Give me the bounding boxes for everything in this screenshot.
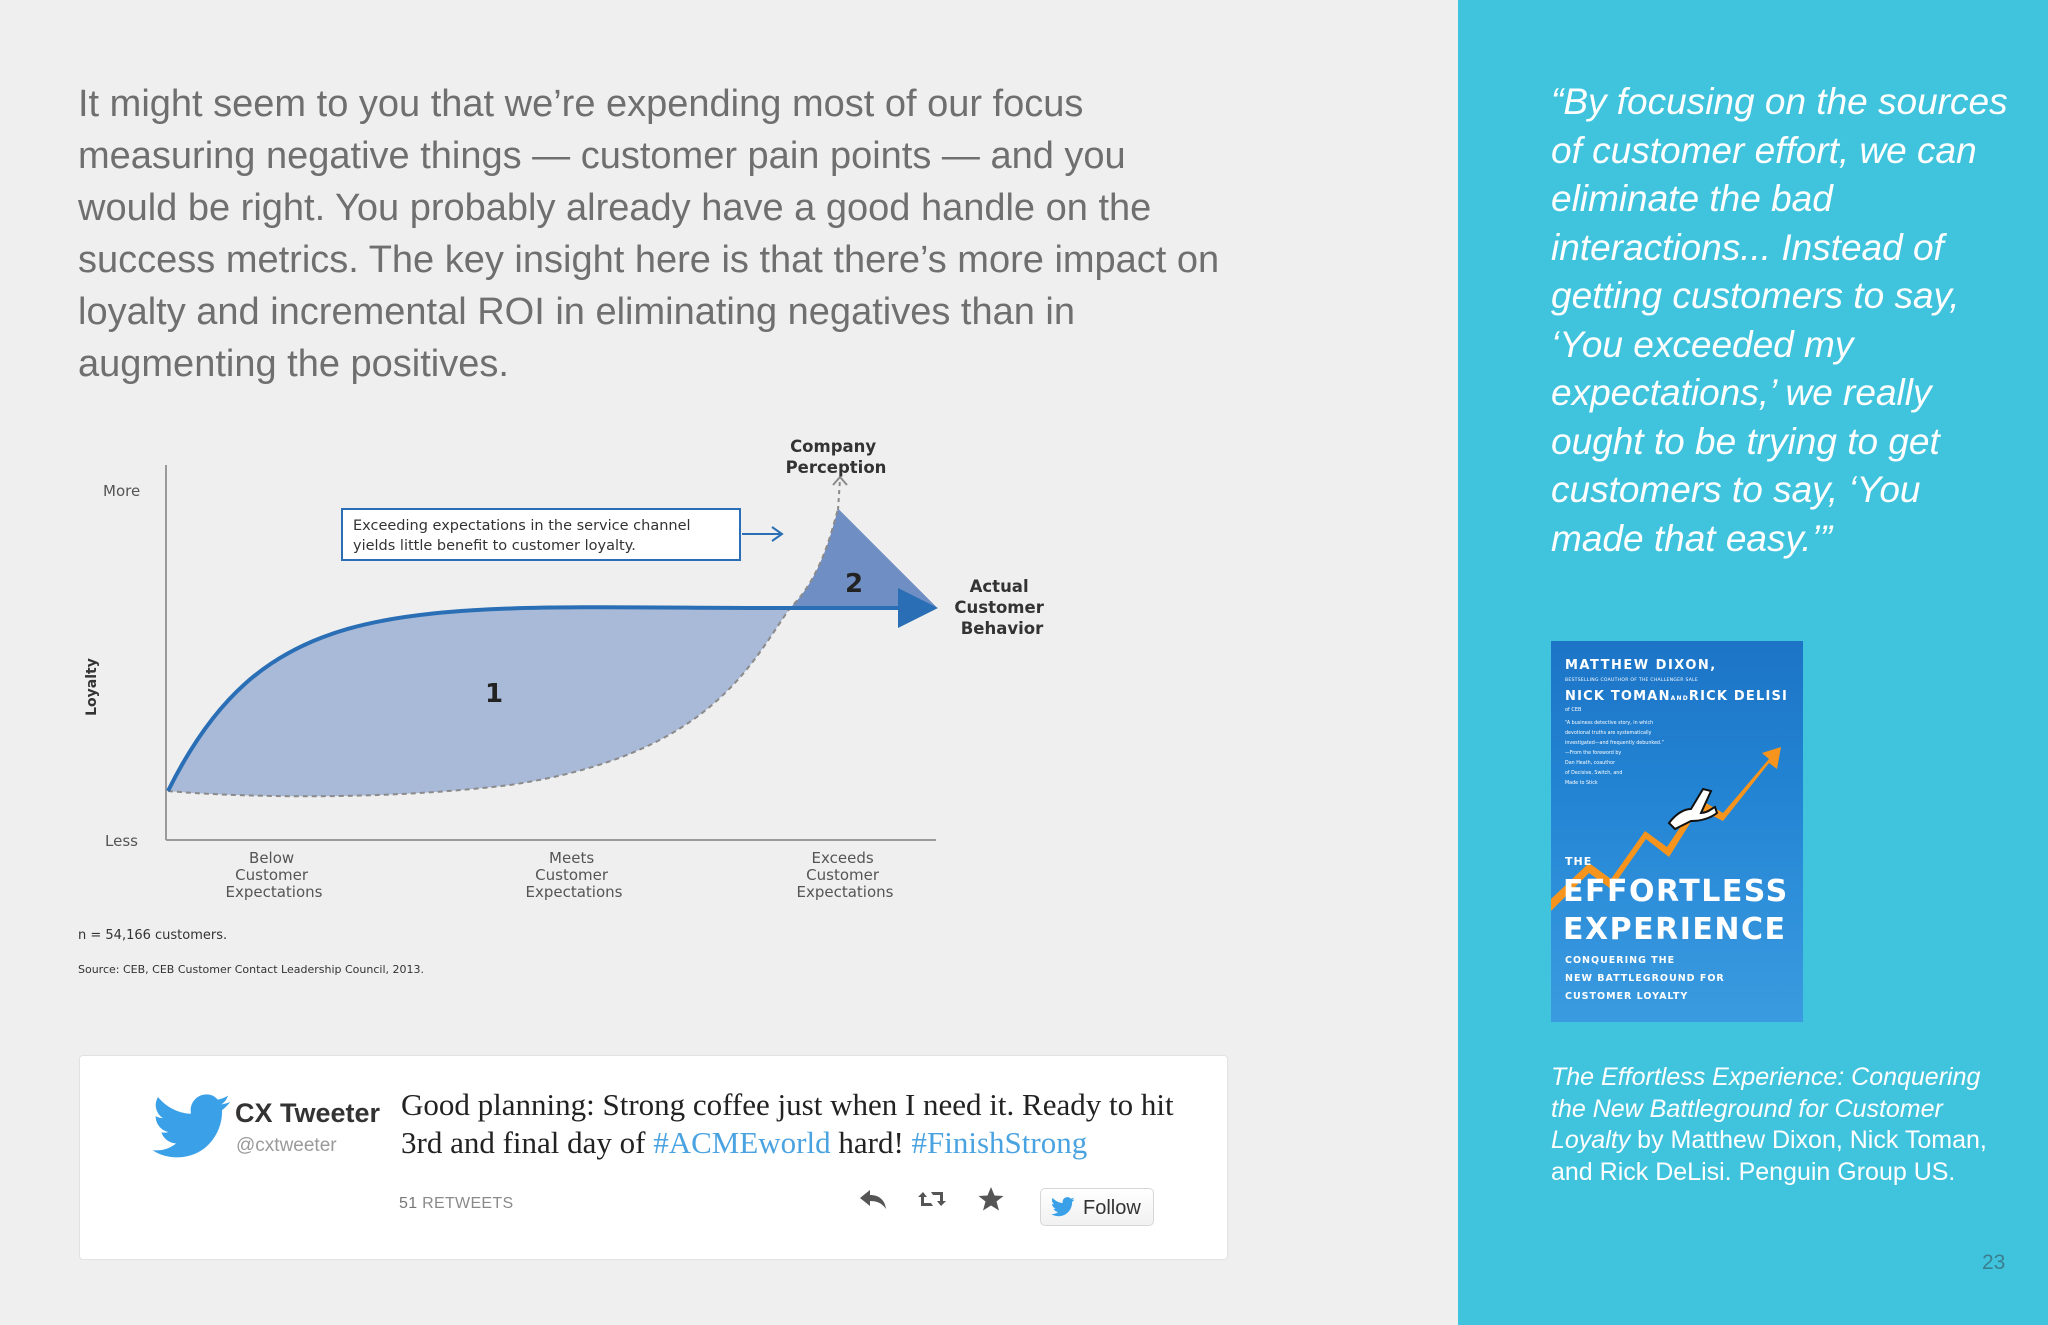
retweet-count-number: 51 [399, 1195, 418, 1212]
book-author-2: NICK TOMAN [1565, 689, 1671, 704]
book-cover-image [1551, 641, 1803, 1022]
retweet-icon[interactable] [917, 1186, 947, 1212]
y-tick-more: More [103, 482, 141, 500]
book-author-credit: BESTSELLING COAUTHOR OF THE CHALLENGER SALE [1565, 678, 1699, 683]
annotation-line-1: Exceeding expectations in the service channel [353, 518, 691, 534]
book-author-and: AND [1670, 695, 1689, 702]
chart-sample-note: n = 54,166 customers. [78, 928, 228, 943]
company-perception-label-line-2: Perception [785, 458, 887, 477]
y-axis-label: Loyalty [84, 658, 100, 716]
y-tick-less: Less [105, 832, 138, 850]
book-title-line-2: EXPERIENCE [1563, 912, 1787, 947]
tweet-text-part-1: Good planning: Strong coffee just when I need it. Ready to hit 3rd and final day of [401, 1087, 1174, 1160]
follow-button-label: Follow [1083, 1197, 1141, 1219]
tweet-author-handle[interactable]: @cxtweeter [236, 1135, 337, 1156]
x-tick-below-line-3: Expectations [225, 883, 323, 901]
book-caption [1551, 1062, 1991, 1188]
tweet-text-part-2: hard! [830, 1125, 912, 1160]
follow-button[interactable] [1040, 1188, 1154, 1226]
book-subtitle [1565, 955, 1729, 1002]
hashtag-acmeworld-link[interactable]: #ACMEworld [653, 1125, 831, 1160]
x-tick-exceeds-line-2: Customer [806, 866, 880, 884]
tweet-text [401, 1086, 1201, 1162]
actual-behavior-label-line-2: Customer [954, 598, 1044, 617]
x-tick-meets-line-1: Meets [549, 849, 595, 867]
book-cover-art [1551, 641, 1803, 1022]
book-blurb-line-4: —From the foreword by [1565, 751, 1622, 756]
book-figure-graphic [1669, 789, 1717, 829]
loyalty-chart [60, 425, 1080, 985]
book-blurb-line-6: of Decisive, Switch, and [1565, 771, 1623, 776]
book-blurb-line-7: Made to Stick [1565, 781, 1598, 786]
region-2-label: 2 [844, 569, 864, 599]
region-1-label: 1 [484, 679, 504, 709]
book-authors-2-3 [1565, 689, 1788, 704]
book-blurb [1565, 720, 1666, 786]
loyalty-chart-svg [60, 425, 1080, 985]
x-tick-meets-line-2: Customer [535, 866, 609, 884]
region-1-fill [168, 607, 790, 796]
x-tick-meets-line-3: Expectations [525, 883, 623, 901]
book-subtitle-line-1: CONQUERING THE [1565, 955, 1676, 966]
actual-behavior-label-line-3: Behavior [960, 619, 1044, 638]
x-tick-exceeds [797, 849, 894, 901]
book-title-the: THE [1565, 855, 1593, 868]
book-caption-credit: by Matthew Dixon, Nick Toman, and Rick DeLisi. Penguin Group US. [1551, 1126, 1987, 1186]
book-author-3: RICK DELISI [1688, 689, 1789, 704]
actual-behavior-label [954, 577, 1049, 638]
book-blurb-line-1: “A business detective story, in which [1565, 721, 1654, 726]
actual-behavior-label-line-1: Actual [969, 577, 1029, 596]
reply-icon[interactable] [858, 1186, 888, 1212]
book-subtitle-line-2: NEW BATTLEGROUND FOR [1565, 973, 1725, 984]
x-tick-exceeds-line-1: Exceeds [811, 849, 874, 867]
book-subtitle-line-3: CUSTOMER LOYALTY [1565, 991, 1689, 1002]
embedded-tweet [79, 1055, 1228, 1260]
book-title-line-1: EFFORTLESS [1563, 874, 1789, 909]
favorite-star-icon[interactable] [976, 1186, 1006, 1212]
company-perception-label [786, 437, 887, 477]
company-perception-label-line-1: Company [790, 437, 877, 456]
book-caption-title: The Effortless Experience: Conquering the New Battleground for Customer Loyalty [1551, 1063, 1981, 1154]
book-blurb-line-2: devotional truths are systematically [1565, 731, 1652, 736]
retweet-count-label: RETWEETS [422, 1195, 514, 1212]
tweet-author-name[interactable]: CX Tweeter [235, 1098, 381, 1128]
company-perception-arrow [838, 479, 840, 510]
chart-source-note: Source: CEB, CEB Customer Contact Leadership Council, 2013. [78, 963, 425, 976]
x-tick-below-line-2: Customer [235, 866, 309, 884]
book-author-1: MATTHEW DIXON, [1565, 658, 1717, 673]
pull-quote: “By focusing on the sources of customer effort, we can eliminate the bad interactions... Instead of getting customers to say, ‘You exceeded my expectations,’ we really ought to be trying to get customers to say, ‘You made that easy.’” [1551, 81, 2008, 559]
hashtag-finishstrong-link[interactable]: #FinishStrong [911, 1125, 1088, 1160]
book-blurb-line-3: investigated—and frequently debunked.” [1565, 741, 1664, 746]
follow-bird-icon [1051, 1197, 1075, 1217]
annotation-line-2: yields little benefit to customer loyalty. [353, 538, 636, 554]
retweet-count [399, 1195, 513, 1213]
x-tick-exceeds-line-3: Expectations [796, 883, 894, 901]
intro-paragraph: It might seem to you that we’re expending most of our focus measuring negative things — customer pain points — and you would be right. You probably already have a good handle on the success metrics. The key insight here is that there’s more impact on loyalty and incremental ROI in eliminating negatives than in augmenting the positives. [78, 83, 1220, 385]
page-number: 23 [1982, 1251, 2006, 1274]
book-of-ceb: of CEB [1565, 707, 1582, 713]
book-blurb-line-5: Dan Heath, coauthor [1565, 761, 1616, 766]
x-tick-below-line-1: Below [249, 849, 295, 867]
x-tick-meets [526, 849, 623, 901]
twitter-bird-icon [152, 1094, 232, 1160]
x-tick-below [226, 849, 323, 901]
